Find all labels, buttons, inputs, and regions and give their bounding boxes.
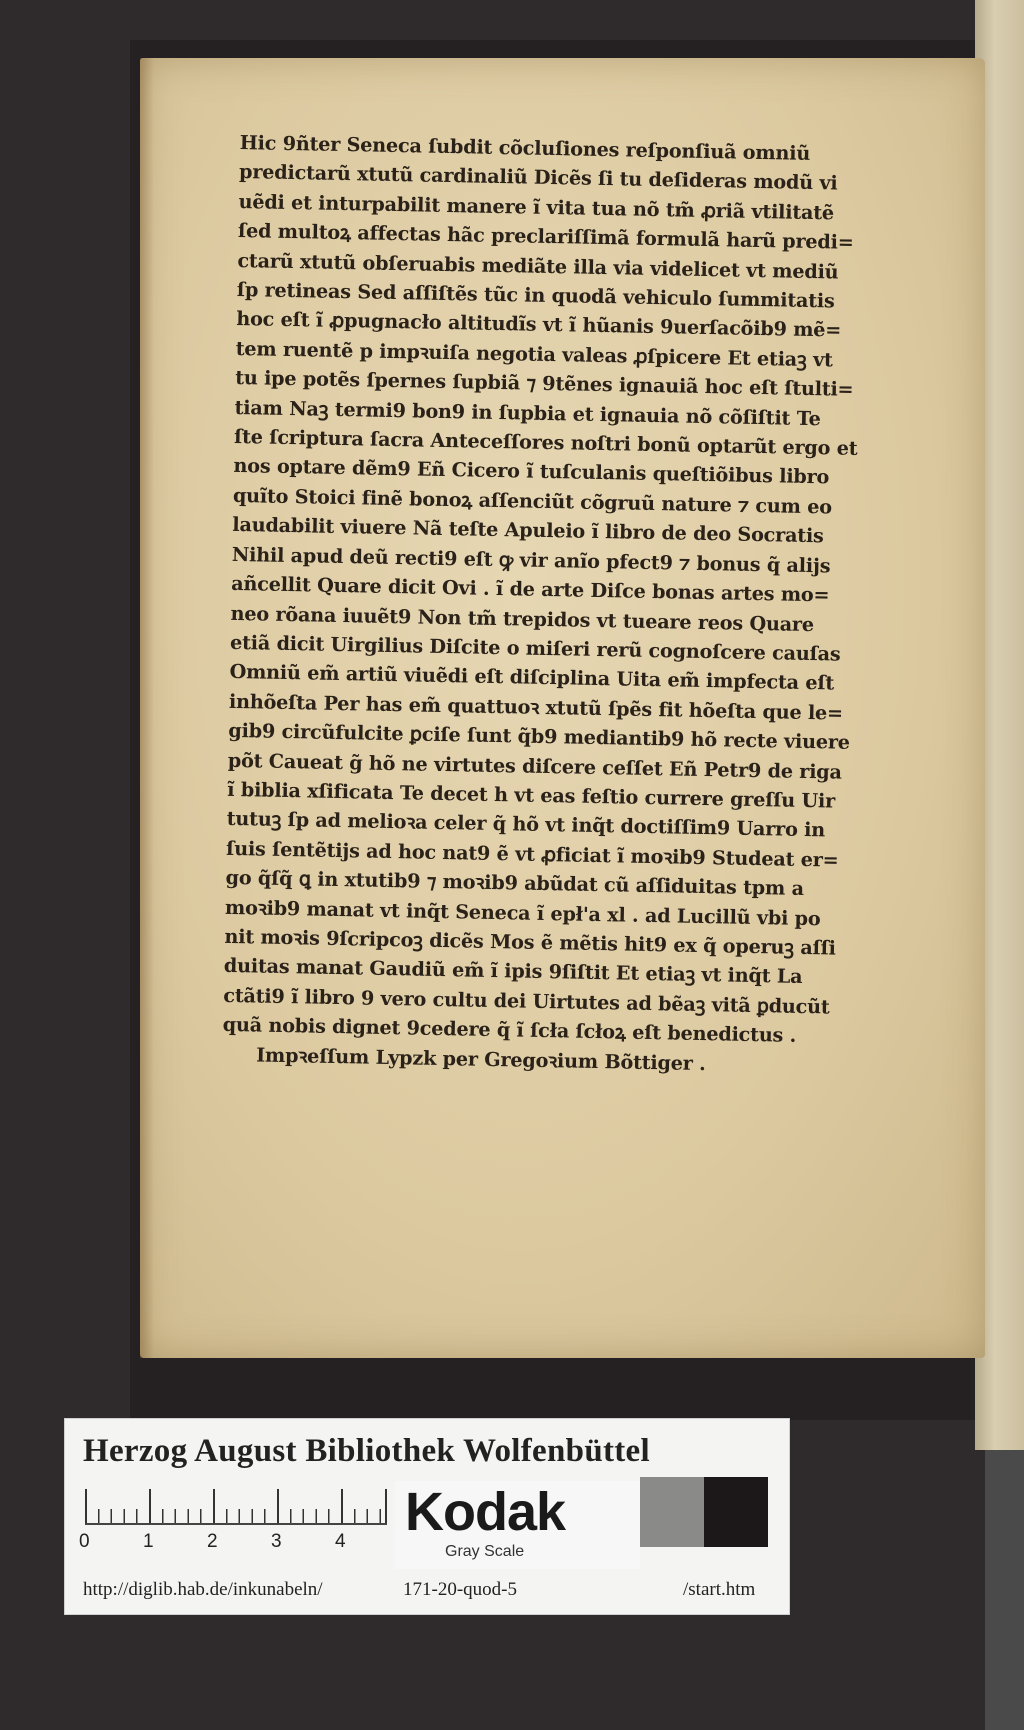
text-line: ſte ſcriptura ſacra Anteceſſores noſtri bonũ optarũt ergo et	[233, 425, 858, 460]
text-line: tu ipe potẽs ſpernes ſupbiã ⁊ 9tẽnes ignauiã hoc eſt ſtulti=	[234, 366, 854, 402]
text-line: ſed multoꝝ affectas hãc preclariſſimã formulã harũ predi=	[237, 219, 854, 255]
color-calibration-card	[64, 1418, 790, 1615]
measurement-ruler	[85, 1489, 387, 1525]
url-base: http://diglib.hab.de/inkunabeln/	[83, 1579, 323, 1600]
facing-page-lower	[985, 1450, 1024, 1730]
text-line: uẽdi et inturpabilit manere ĩ vita tua nõ tm̃ ꝓriã vtilitatẽ	[238, 189, 835, 225]
ruler-label: 3	[271, 1531, 282, 1552]
page-gutter-shade	[140, 58, 154, 1358]
ruler-labels	[79, 1531, 409, 1555]
text-line: ſp retineas Sed aſſiſtẽs tũc in quodã vehiculo ſummitatis	[236, 278, 835, 313]
text-line: tiam Naꝫ termi9 bon9 in ſupbia et ignauia nõ cõſiſtit Te	[234, 395, 821, 430]
manuscript-page	[140, 58, 985, 1358]
source-url	[83, 1579, 773, 1605]
text-line: gib9 circũfulcite ꝑciſe ſunt q̃b9 mediantib9 hõ recte viuere	[228, 719, 850, 754]
text-line: duitas manat Gaudiũ em̃ ĩ ipis 9ſiſtit Et etiaꝫ vt inq̃t La	[223, 954, 803, 989]
text-line: ĩ biblia xſificata Te decet h vt eas feſtio currere greſſu Uir	[227, 777, 836, 813]
gray-scale-label: Gray Scale	[445, 1543, 525, 1560]
text-line: quã nobis dignet 9cedere q̃ ĩ ſcła ſcłoꝝ eſt benedictus .	[222, 1013, 797, 1048]
text-line: Impꝛeſſum Lypzk per Gregoꝛium Bõttiger .	[255, 1043, 706, 1075]
text-line: laudabilit viuere Nã teſte Apuleio ĩ libro de deo Socratis	[232, 513, 824, 548]
library-title: Herzog August Bibliothek Wolfenbüttel	[83, 1433, 650, 1469]
ruler-label: 0	[79, 1531, 90, 1552]
text-line: ſuis ſentẽtijs ad hoc nat9 ẽ vt ꝓficiat ĩ moꝛib9 Studeat er=	[225, 836, 839, 872]
url-id: 171-20-quod-5	[403, 1579, 517, 1600]
ruler-label: 4	[335, 1531, 346, 1552]
text-line: neo rõana iuuẽt9 Non tm̃ trepidos vt tueare reos Quare	[230, 601, 815, 636]
text-line: Omniũ em̃ artiũ viuẽdi eſt diſciplina Uita em̃ impfecta eſt	[229, 660, 835, 695]
ruler-major-tick	[341, 1489, 343, 1523]
text-line: tem ruentẽ p impꝛuiſa negotia valeas ꝓſpicere Et etiaꝫ vt	[235, 336, 833, 372]
gray-swatch	[640, 1477, 704, 1547]
ruler-label: 2	[207, 1531, 218, 1552]
black-swatch	[704, 1477, 768, 1547]
ruler-label: 1	[143, 1531, 154, 1552]
text-line: Nihil apud deũ recti9 eſt ꝙ vir anĩo pfect9 ⁊ bonus q̃ alijs	[231, 542, 831, 578]
url-end: /start.htm	[683, 1579, 756, 1600]
text-line: moꝛib9 manat vt inq̃t Seneca ĩ epł'a xl . ad Lucillũ vbi po	[224, 895, 821, 930]
text-line: predictarũ xtutũ cardinaliũ Dicẽs ſi tu deſideras modũ vi	[238, 160, 838, 195]
text-line: nit moꝛis 9ſcripcoꝫ dicẽs Mos ẽ mẽtis hit9 ex q̃ operuꝫ aſſi	[224, 924, 836, 960]
text-line: tutuꝫ ſp ad melioꝛa celer q̃ hõ vt inq̃t doctiſſim9 Uarro in	[226, 807, 826, 842]
ruler-major-tick	[277, 1489, 279, 1523]
text-line: ctarũ xtutũ obſeruabis mediãte illa via videlicet vt mediũ	[237, 248, 839, 284]
kodak-label	[395, 1481, 640, 1569]
text-line: ctãti9 ĩ libro 9 vero cultu dei Uirtutes ad bẽaꝫ vitã ꝑducũt	[223, 983, 830, 1019]
kodak-brand: Kodak	[405, 1482, 566, 1542]
ruler-major-tick	[85, 1489, 87, 1523]
text-line: quĩto Stoici finẽ bonoꝝ aſſenciũt cõgruũ nature ⁊ cum eo	[232, 483, 833, 519]
text-line: Hic 9ñter Seneca ſubdit cõcluſiones reſponſiuã omniũ	[239, 130, 811, 165]
ruler-major-tick	[149, 1489, 151, 1523]
text-line: põt Caueat g̃ hõ ne virtutes diſcere ceſſet Eñ Petr9 de riga	[227, 748, 842, 784]
ruler-major-tick	[213, 1489, 215, 1523]
text-line: nos optare dẽm9 Eñ Cicero ĩ tuſculanis queſtiõibus libro	[233, 454, 830, 489]
text-line: inhõeſta Per has em̃ quattuoꝛ xtutũ ſpẽs fit hõeſta que le=	[228, 689, 844, 725]
incunable-text	[222, 128, 940, 1082]
ruler-major-tick	[385, 1489, 387, 1523]
text-line: go q̃ſq̃ ꝗ in xtutib9 ⁊ moꝛib9 abũdat cũ aſſiduitas tpm a	[225, 866, 805, 901]
text-line: hoc eſt ĩ ꝓpugnacło altitudĩs vt ĩ hũanis 9uerſacõib9 mẽ=	[236, 307, 842, 343]
text-line: etiã dicit Uirgilius Diſcite o miſeri rerũ cognoſcere cauſas	[229, 630, 841, 666]
text-line: añcellit Quare dicit Ovi . ĩ de arte Diſce bonas artes mo=	[231, 572, 830, 607]
